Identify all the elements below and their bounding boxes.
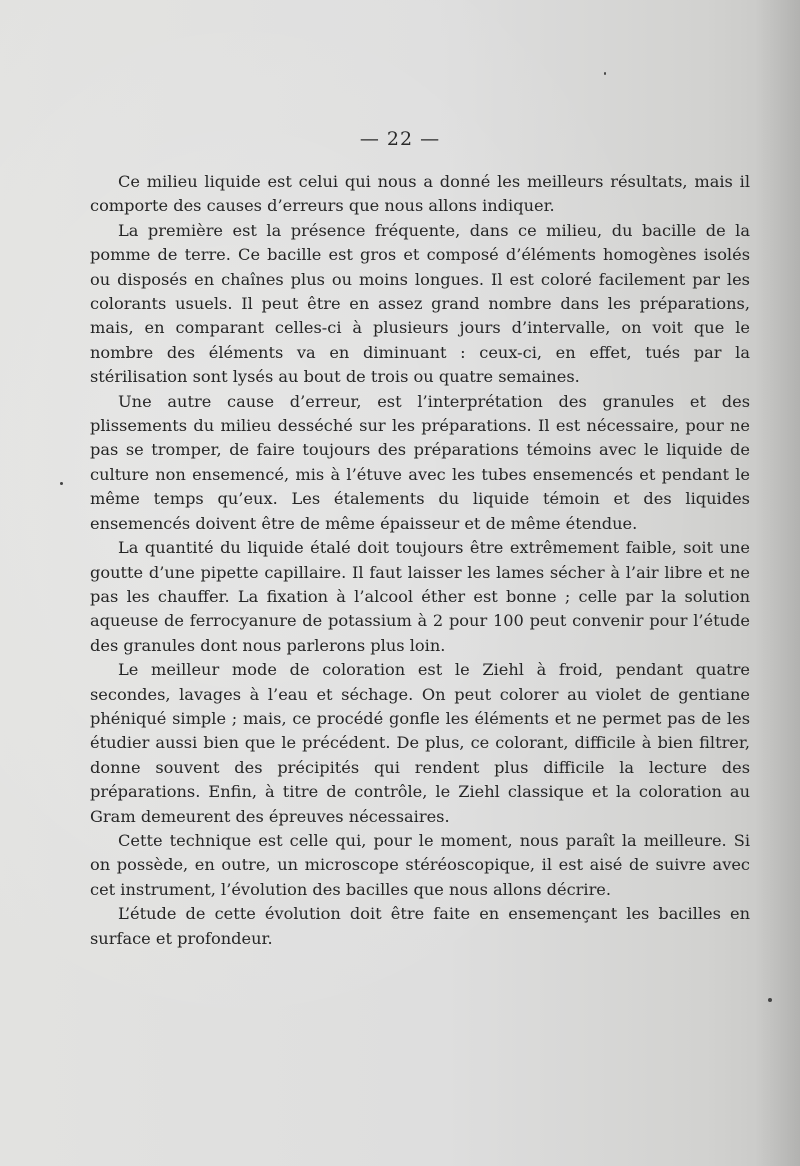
body-text bbox=[90, 170, 750, 951]
paragraph-5: Le meilleur mode de coloration est le Ziehl à froid, pendant quatre secondes, lavages à l’eau et séchage. On peut colorer au violet de gentiane phéniqué simple ; mais, ce procédé gonfle les éléments et ne permet pas de les étudier aussi bien que le précédent. De plus, ce colorant, difficile à bien filtrer, donne souvent des précipités qui rendent plus difficile la lecture des préparations. Enfin, à titre de contrôle, le Ziehl classique et la coloration au Gram demeurent des épreuves nécessaires. bbox=[90, 660, 750, 826]
page-number: — 22 — bbox=[359, 128, 441, 150]
paper-speck bbox=[60, 482, 63, 485]
paragraph-1: Ce milieu liquide est celui qui nous a donné les meilleurs résultats, mais il comporte des causes d’erreurs que nous allons indiquer. bbox=[90, 172, 750, 216]
paragraph-2: La première est la présence fréquente, dans ce milieu, du bacille de la pomme de terre. Ce bacille est gros et composé d’éléments homogènes isolés ou disposés en chaînes plus ou moins longues. Il est coloré facilement par les colorants usuels. Il peut être en assez grand nombre dans les préparations, mais, en comparant celles-ci à plusieurs jours d’intervalle, on voit que le nombre des éléments va en diminuant : ceux-ci, en effet, tués par la stérilisation sont lysés au bout de trois ou quatre semaines. bbox=[90, 220, 750, 387]
paper-speck bbox=[604, 72, 606, 75]
paper-speck bbox=[768, 998, 772, 1002]
paragraph-6: Cette technique est celle qui, pour le moment, nous paraît la meilleure. Si on possède, en outre, un microscope stéréoscopique, il est aisé de suivre avec cet instrument, l’évolution des bacilles que nous allons décrire. bbox=[90, 830, 750, 899]
paragraph-4: La quantité du liquide étalé doit toujours être extrêmement faible, soit une goutte d’une pipette capillaire. Il faut laisser les lames sécher à l’air libre et ne pas les chauffer. La fixation à l’alcool éther est bonne ; celle par la solution aqueuse de ferrocyanure de potassium à 2 pour 100 peut convenir pour l’étude des granules dont nous parlerons plus loin. bbox=[90, 538, 750, 655]
binding-shadow bbox=[755, 0, 800, 1166]
paragraph-7: L’étude de cette évolution doit être faite en ensemençant les bacilles en surface et profondeur. bbox=[90, 904, 750, 948]
paragraph-3: Une autre cause d’erreur, est l’interprétation des granules et des plissements du milieu desséché sur les préparations. Il est nécessaire, pour ne pas se tromper, de faire toujours des préparations témoins avec le liquide de culture non ensemencé, mis à l’étuve avec les tubes ensemencés et pendant le même temps qu’eux. Les étalements du liquide témoin et des liquides ensemencés doivent être de même épaisseur et de même étendue. bbox=[90, 391, 750, 533]
